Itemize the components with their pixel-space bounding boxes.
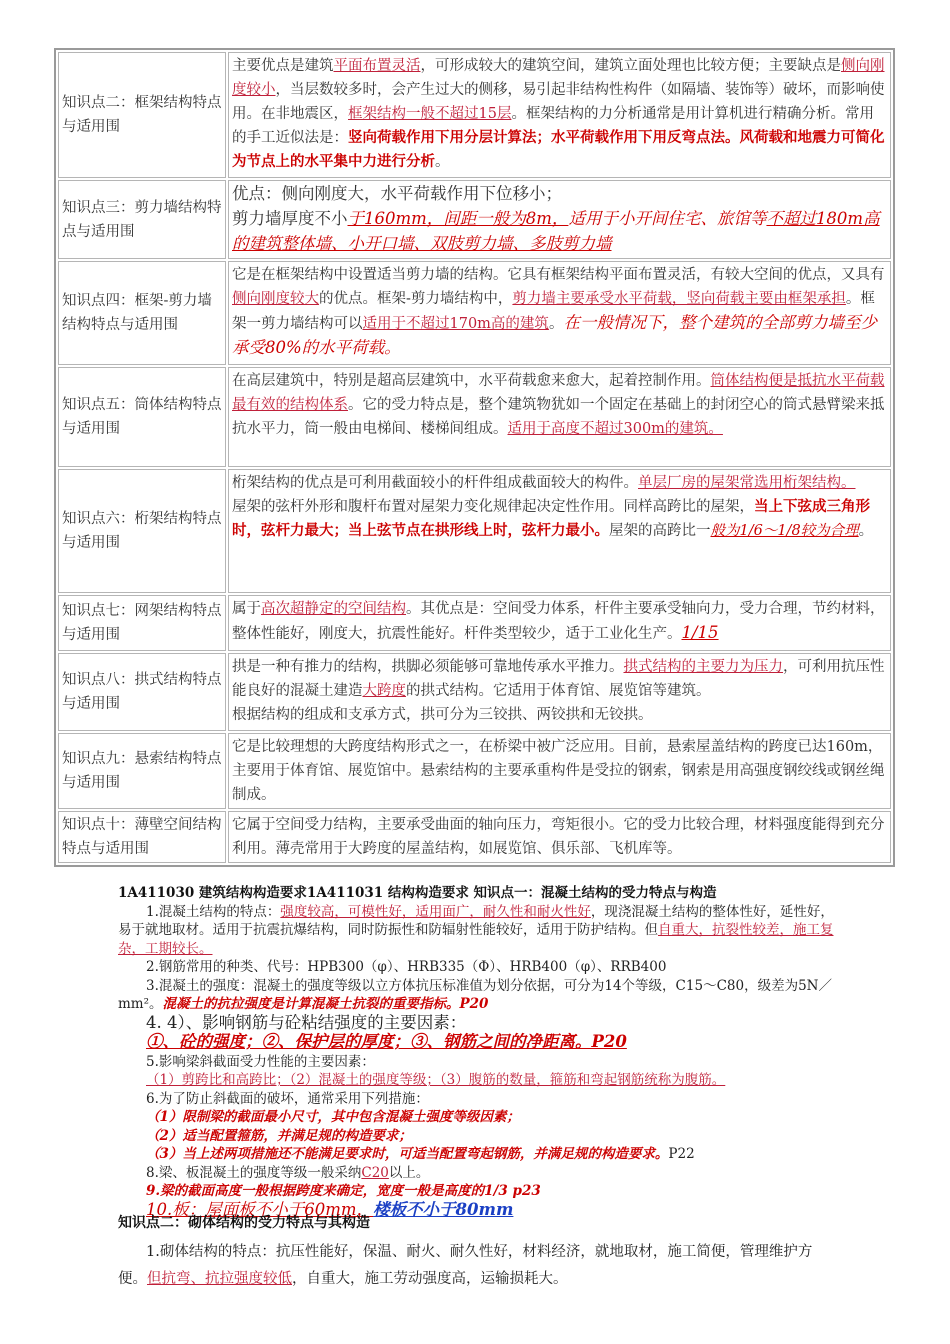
section-line xyxy=(118,903,838,959)
topic-content xyxy=(228,469,891,593)
section-title: 1A411030 建筑结构构造要求1A411031 结构构造要求 知识点一：混凝土结构的受力特点与构造 xyxy=(118,885,717,901)
text-run: 它是比较理想的大跨度结构形式之一，在桥梁中被广泛应用。目前，悬索屋盖结构的跨度已达160m，主要用于体育馆、展览馆中。悬索结构的主要承重构件是受拉的钢索，钢索是用高强度钢绞线或钢丝绳制成。 xyxy=(232,739,885,803)
text-run: （3）当上述两项措施还不能满足要求时，可适当配置弯起钢筋，并满足规的构造要求。 xyxy=(146,1146,669,1162)
section-line xyxy=(118,1145,838,1164)
text-run: 剪力墙主要承受水平荷载，竖向荷载主要由框架承担 xyxy=(512,291,846,307)
table-body xyxy=(58,52,891,863)
table-row xyxy=(58,367,891,467)
topic-content xyxy=(228,261,891,365)
text-run: ，可形成较大的建筑空间，建筑立面处理也比较方便；主要缺点是 xyxy=(420,58,841,74)
text-run: 。框架一剪力墙结构可以 xyxy=(232,291,875,332)
text-run: 以上。 xyxy=(388,1164,430,1181)
section-lines xyxy=(118,903,838,1221)
text-run: 侧向刚度较小 xyxy=(232,58,885,98)
topic-content xyxy=(228,367,891,467)
text-run: 。 xyxy=(548,316,564,332)
section-line xyxy=(118,1071,838,1090)
section-line xyxy=(118,1182,838,1201)
text-run: ，自重大，施工劳动强度高，运输损耗大。 xyxy=(292,1270,568,1287)
text-run: 混凝土的抗拉强度是计算混凝土抗裂的重要指标。P20 xyxy=(162,996,489,1012)
topic-label: 知识点六：桁架结构特点与适用围 xyxy=(58,469,226,593)
masonry-section xyxy=(118,1214,838,1293)
topic-label: 知识点五：筒体结构特点与适用围 xyxy=(58,367,226,467)
text-run: ，现浇混凝土结构的整体性好，延性好，易于就地取材。适用于抗震抗爆结构，同时防振性和防辐射性能较好，适用于防护结构。但 xyxy=(118,903,834,938)
concrete-section xyxy=(118,884,838,1220)
text-run: 3.混凝土的强度：混凝土的强度等级以立方体抗压标准值为划分依据，可分为14个等级，C15～C80，级差为5N／mm²。 xyxy=(118,977,832,1012)
text-run: 。它的受力特点是，整个建筑物犹如一个固定在基础上的封闭空心的筒式悬臂梁来抵抗水平力，筒一般由电梯间、楼梯间组成。 xyxy=(232,397,885,437)
text-run: 框架结构一般不超过15层 xyxy=(348,106,512,122)
topic-label: 知识点八：拱式结构特点与适用围 xyxy=(58,653,226,731)
text-run: 适用于小开间住宅、旅馆等 xyxy=(568,209,767,228)
text-run: 。框架结构的力分析通常是用计算机进行精确分析。常用的手工近似法是： xyxy=(232,106,874,146)
text-run: 桁架结构的优点是可利用截面较小的杆件组成截面较大的构件。 xyxy=(232,475,638,491)
text-run: 屋架的弦杆外形和腹杆布置对屋架力变化规律起决定性作用。同样高跨比的屋架， xyxy=(232,499,754,515)
section-line xyxy=(118,1108,838,1127)
text-run: 1/15 xyxy=(681,623,719,642)
text-run: 属于 xyxy=(232,601,261,617)
text-run: 于160mm，间距一般为8m， xyxy=(347,209,569,228)
text-run: C20 xyxy=(361,1164,389,1181)
topic-label: 知识点三：剪力墙结构特点与适用围 xyxy=(58,180,226,259)
section-line xyxy=(118,1053,838,1072)
topic-label: 知识点四：框架-剪力墙结构特点与适用围 xyxy=(58,261,226,365)
text-run: 当上下弦成三角形时，弦杆力最大；当上弦节点在拱形线上时，弦杆力最小。 xyxy=(232,498,870,539)
text-run: 强度较高，可模性好，适用面广，耐久性和耐火性好 xyxy=(280,903,591,920)
topic-content xyxy=(228,52,891,178)
section-line xyxy=(118,1090,838,1109)
text-run: 在一般情况下，整个建筑的全部剪力墙至少承受80%的水平荷载。 xyxy=(232,313,877,357)
section-line xyxy=(118,1127,838,1146)
text-run: 。 xyxy=(858,523,874,539)
text-run: ①、砼的强度；②、保护层的厚度；③、钢筋之间的净距离。P20 xyxy=(146,1032,627,1051)
text-run: 单层厂房的屋架常选用桁架结构。 xyxy=(638,475,856,491)
text-run: 平面布置灵活 xyxy=(333,58,421,74)
text-run: 1.砌体结构的特点：抗压性能好，保温、耐火、耐久性好，材料经济，就地取材，施工简便，管理维护方便。 xyxy=(118,1243,813,1287)
table-row xyxy=(58,180,891,259)
text-run: 拱式结构的主要力为压力 xyxy=(623,659,783,675)
topic-content xyxy=(228,180,891,259)
text-run: （1）剪跨比和高跨比；（2）混凝土的强度等级；（3）腹筋的数量，箍筋和弯起钢筋统称为腹筋。 xyxy=(146,1072,726,1088)
text-run: 5.影响梁斜截面受力性能的主要因素： xyxy=(146,1053,375,1070)
text-run: 适用于不超过170m高的建筑 xyxy=(362,316,549,332)
table-row xyxy=(58,52,891,178)
text-run: 优点：侧向刚度大，水平荷载作用下位移小； xyxy=(232,184,562,203)
text-run: 般为1/6～1/8较为合理 xyxy=(710,523,859,539)
topic-label: 知识点二：框架结构特点与适用围 xyxy=(58,52,226,178)
text-run: 楼板不小于80mm xyxy=(373,1199,514,1219)
text-run: 的拱式结构。它适用于体育馆、展览馆等建筑。 xyxy=(406,683,711,699)
text-run: （1）限制梁的截面最小尺寸，其中包含混凝土强度等级因素； xyxy=(146,1109,520,1125)
topic-content xyxy=(228,653,891,731)
text-run: 高次超静定的空间结构 xyxy=(261,601,406,617)
text-run: 剪力墙厚度不小 xyxy=(232,209,348,228)
masonry-paragraph xyxy=(118,1239,838,1293)
text-run: 它属于空间受力结构，主要承受曲面的轴向压力，弯矩很小。它的受力比较合理，材料强度能得到充分利用。薄壳常用于大跨度的屋盖结构，如展览馆、俱乐部、飞机库等。 xyxy=(232,817,885,857)
text-run: 的优点。框架-剪力墙结构中， xyxy=(319,291,513,307)
table-row xyxy=(58,595,891,651)
section-line xyxy=(118,1033,838,1053)
text-run: 9.梁的截面高度一般根据跨度来确定，宽度一般是高度的1/3 p23 xyxy=(146,1183,541,1199)
text-run: 主要优点是建筑 xyxy=(232,58,334,74)
text-run: 适用于高度不超过300m的建筑。 xyxy=(507,421,723,437)
text-run: ，可利用抗压性能良好的混凝土建造 xyxy=(232,659,885,699)
text-run: 8.梁、板混凝土的强度等级一般采纳 xyxy=(146,1164,362,1181)
text-run: 。其优点是：空间受力体系，杆件主要承受轴向力，受力合理，节约材料，整体性能好，刚度大，抗震性能好。杆件类型较少，适于工业化生产。 xyxy=(232,601,885,642)
text-run: 它是在框架结构中设置适当剪力墙的结构。它具有框架结构平面布置灵活，有较大空间的优点，又具有 xyxy=(232,267,885,283)
table-row xyxy=(58,261,891,365)
section-line xyxy=(118,1014,838,1034)
text-run: 。 xyxy=(435,154,450,170)
text-run: 2.钢筋常用的种类、代号：HPB300（φ）、HRB335（Φ）、HRB400（φ）、RRB400 xyxy=(146,959,667,975)
text-run: 在高层建筑中，特别是超高层建筑中，水平荷载愈来愈大，起着控制作用。 xyxy=(232,373,711,389)
masonry-title: 知识点二：砌体结构的受力特点与其构造 xyxy=(118,1215,370,1231)
text-run: 10.板：屋面板不小于60mm， xyxy=(146,1199,374,1219)
text-run: 大跨度 xyxy=(362,683,406,699)
text-run: 根据结构的组成和支承方式，拱可分为三铰拱、两铰拱和无铰拱。 xyxy=(232,707,653,723)
text-run: 屋架的高跨比一 xyxy=(609,523,711,539)
text-run: （2）适当配置箍筋，并满足规的构造要求； xyxy=(146,1127,412,1144)
topic-content xyxy=(228,811,891,863)
text-run: 1.混凝土结构的特点： xyxy=(146,903,281,920)
topic-label: 知识点九：悬索结构特点与适用围 xyxy=(58,733,226,809)
text-run: ，当层数较多时，会产生过大的侧移，易引起非结构性构件（如隔墙、装饰等）破坏，而影响使用。在非地震区， xyxy=(232,82,885,122)
table-row xyxy=(58,469,891,593)
knowledge-table xyxy=(54,48,895,867)
section-line xyxy=(118,1164,838,1183)
table-row xyxy=(58,811,891,863)
text-run: 但抗弯、抗拉强度较低 xyxy=(147,1270,292,1287)
text-run: 不超过180m高的建筑整体墙、小开口墙、双肢剪力墙、多肢剪力墙 xyxy=(232,209,880,253)
topic-content xyxy=(228,733,891,809)
text-run: 筒体结构便是抵抗水平荷载最有效的结构体系 xyxy=(232,373,885,413)
section-line xyxy=(118,958,838,977)
text-run: 自重大，抗裂性较差，施工复杂，工期较长。 xyxy=(118,922,834,957)
topic-label: 知识点七：网架结构特点与适用围 xyxy=(58,595,226,651)
text-run: 侧向刚度较大 xyxy=(232,291,319,307)
text-run: 拱是一种有推力的结构，拱脚必须能够可靠地传承水平推力。 xyxy=(232,659,624,675)
topic-content xyxy=(228,595,891,651)
text-run: P22 xyxy=(668,1146,695,1162)
text-run: 竖向荷载作用下用分层计算法；水平荷载作用下用反弯点法。风荷载和地震力可简化为节点上的水平集中力进行分析 xyxy=(232,129,885,170)
text-run: 6.为了防止斜截面的破坏，通常采用下列措施： xyxy=(146,1090,429,1107)
table-row xyxy=(58,733,891,809)
section-line xyxy=(118,977,838,1014)
topic-label: 知识点十：薄壁空间结构特点与适用围 xyxy=(58,811,226,863)
text-run: 4. 4）、影响钢筋与砼粘结强度的主要因素： xyxy=(146,1012,467,1032)
table-row xyxy=(58,653,891,731)
